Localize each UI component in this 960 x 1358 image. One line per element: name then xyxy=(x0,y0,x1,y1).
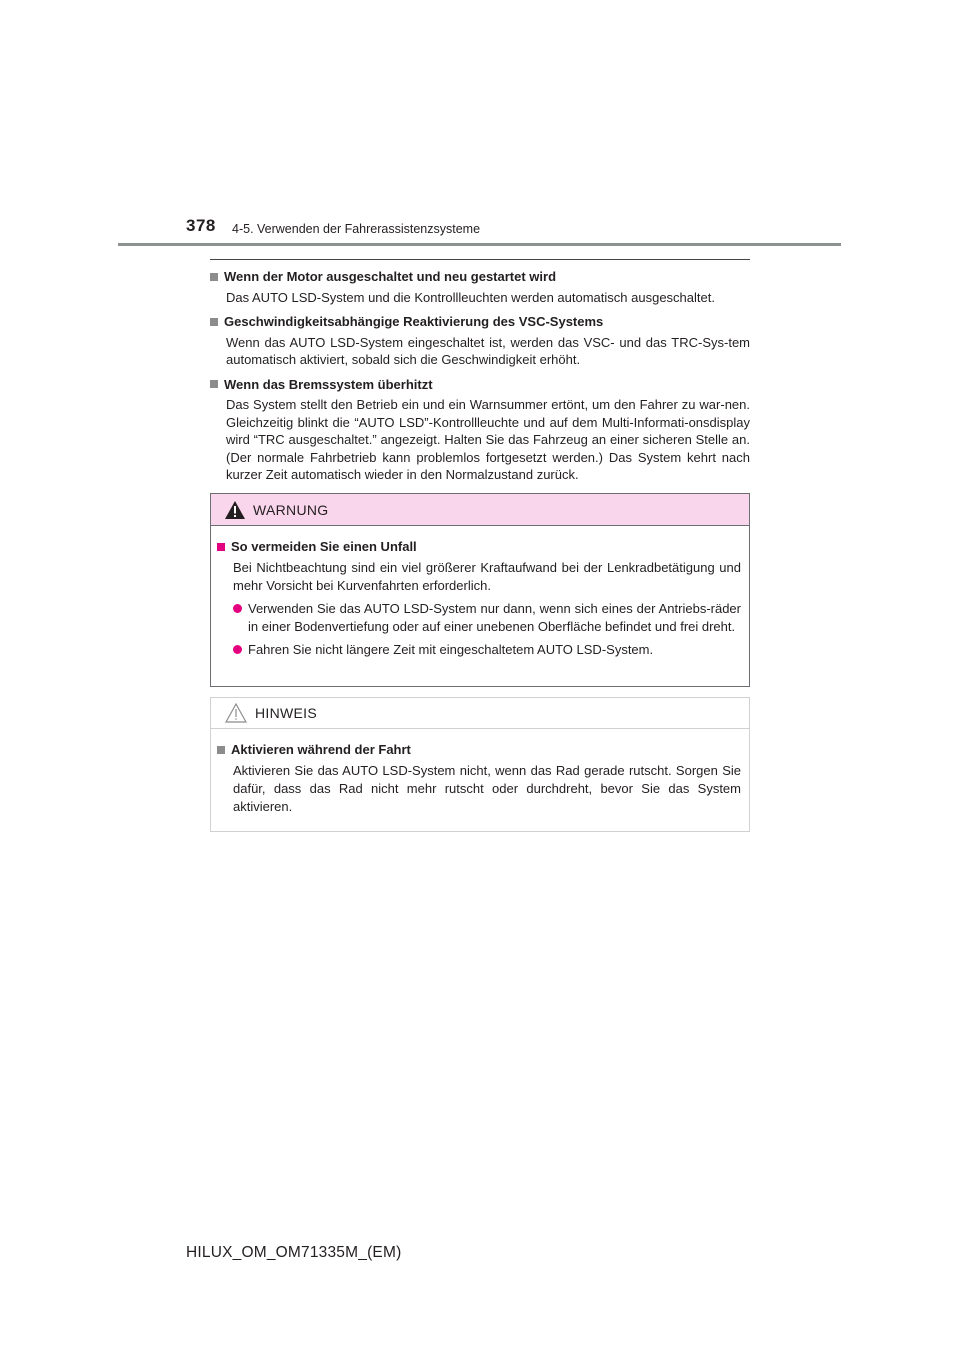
main-content xyxy=(210,268,750,491)
warning-text: Bei Nichtbeachtung sind ein viel größerer Kraftaufwand bei der Lenkradbetätigung und mehr Vorsicht bei Kurvenfahrten erforderlich. xyxy=(233,560,741,593)
section-divider xyxy=(210,259,750,260)
section-heading: Geschwindigkeitsabhängige Reaktivierung des VSC-Systems xyxy=(224,314,604,329)
warning-body xyxy=(211,526,749,659)
square-bullet-icon xyxy=(210,273,218,281)
dot-bullet-icon xyxy=(233,645,242,654)
dot-bullet-icon xyxy=(233,604,242,613)
warning-triangle-icon xyxy=(225,501,245,519)
section-vsc-reactivation xyxy=(210,313,750,369)
chapter-title: 4-5. Verwenden der Fahrerassistenzsysteme xyxy=(232,222,481,236)
notice-body xyxy=(211,729,749,816)
square-bullet-icon xyxy=(210,380,218,388)
header-rule xyxy=(118,243,841,246)
section-brake-overheat xyxy=(210,376,750,484)
warning-header xyxy=(211,494,749,526)
list-item: Verwenden Sie das AUTO LSD-System nur dann, wenn sich eines der Antriebs-räder in einer Bodenvertiefung oder auf einer unebenen Oberfläche befindet und frei dreht. xyxy=(217,600,741,636)
section-heading: Wenn das Bremssystem überhitzt xyxy=(224,376,433,392)
notice-header xyxy=(211,698,749,729)
notice-label: HINWEIS xyxy=(255,705,317,721)
square-bullet-icon xyxy=(217,746,225,754)
notice-triangle-icon xyxy=(225,703,247,723)
warning-heading: So vermeiden Sie einen Unfall xyxy=(231,539,417,554)
page-number: 378 xyxy=(186,216,216,235)
notice-box xyxy=(210,697,750,832)
square-bullet-icon xyxy=(217,543,225,551)
notice-heading: Aktivieren während der Fahrt xyxy=(231,742,411,757)
square-bullet-icon xyxy=(210,318,218,326)
section-body: Das AUTO LSD-System und die Kontrollleuchten werden automatisch ausgeschaltet. xyxy=(226,289,715,305)
section-engine-restart xyxy=(210,268,750,306)
section-body: Das System stellt den Betrieb ein und ein Warnsummer ertönt, um den Fahrer zu war-nen. Gleichzeitig blinkt die “AUTO LSD”-Kontrollleuchte und auf dem Multi-Informati-onsdisplay wird “TRC ausgeschaltet.” angezeigt. Halten Sie das Fahrzeug an einer sicheren Stelle an. (Der normale Fahrbetrieb kann problemlos fortgesetzt werden.) Das System kehrt nach kurzer Zeit automatisch wieder in den Normalzustand zurück. xyxy=(226,397,750,482)
warning-label: WARNUNG xyxy=(253,501,329,518)
list-item: Fahren Sie nicht längere Zeit mit eingeschaltetem AUTO LSD-System. xyxy=(217,641,741,659)
section-body: Wenn das AUTO LSD-System eingeschaltet ist, werden das VSC- und das TRC-Sys-tem automatisch aktiviert, sobald sich die Geschwindigkeit erhöht. xyxy=(226,334,750,367)
document-code: HILUX_OM_OM71335M_(EM) xyxy=(186,1244,402,1261)
section-heading: Wenn der Motor ausgeschaltet und neu gestartet wird xyxy=(224,269,557,284)
notice-text: Aktivieren Sie das AUTO LSD-System nicht, wenn das Rad gerade rutscht. Sorgen Sie dafür, dass das Rad nicht mehr rutscht oder durchdreht, bevor Sie das System aktivieren. xyxy=(233,763,741,814)
warning-box xyxy=(210,493,750,687)
